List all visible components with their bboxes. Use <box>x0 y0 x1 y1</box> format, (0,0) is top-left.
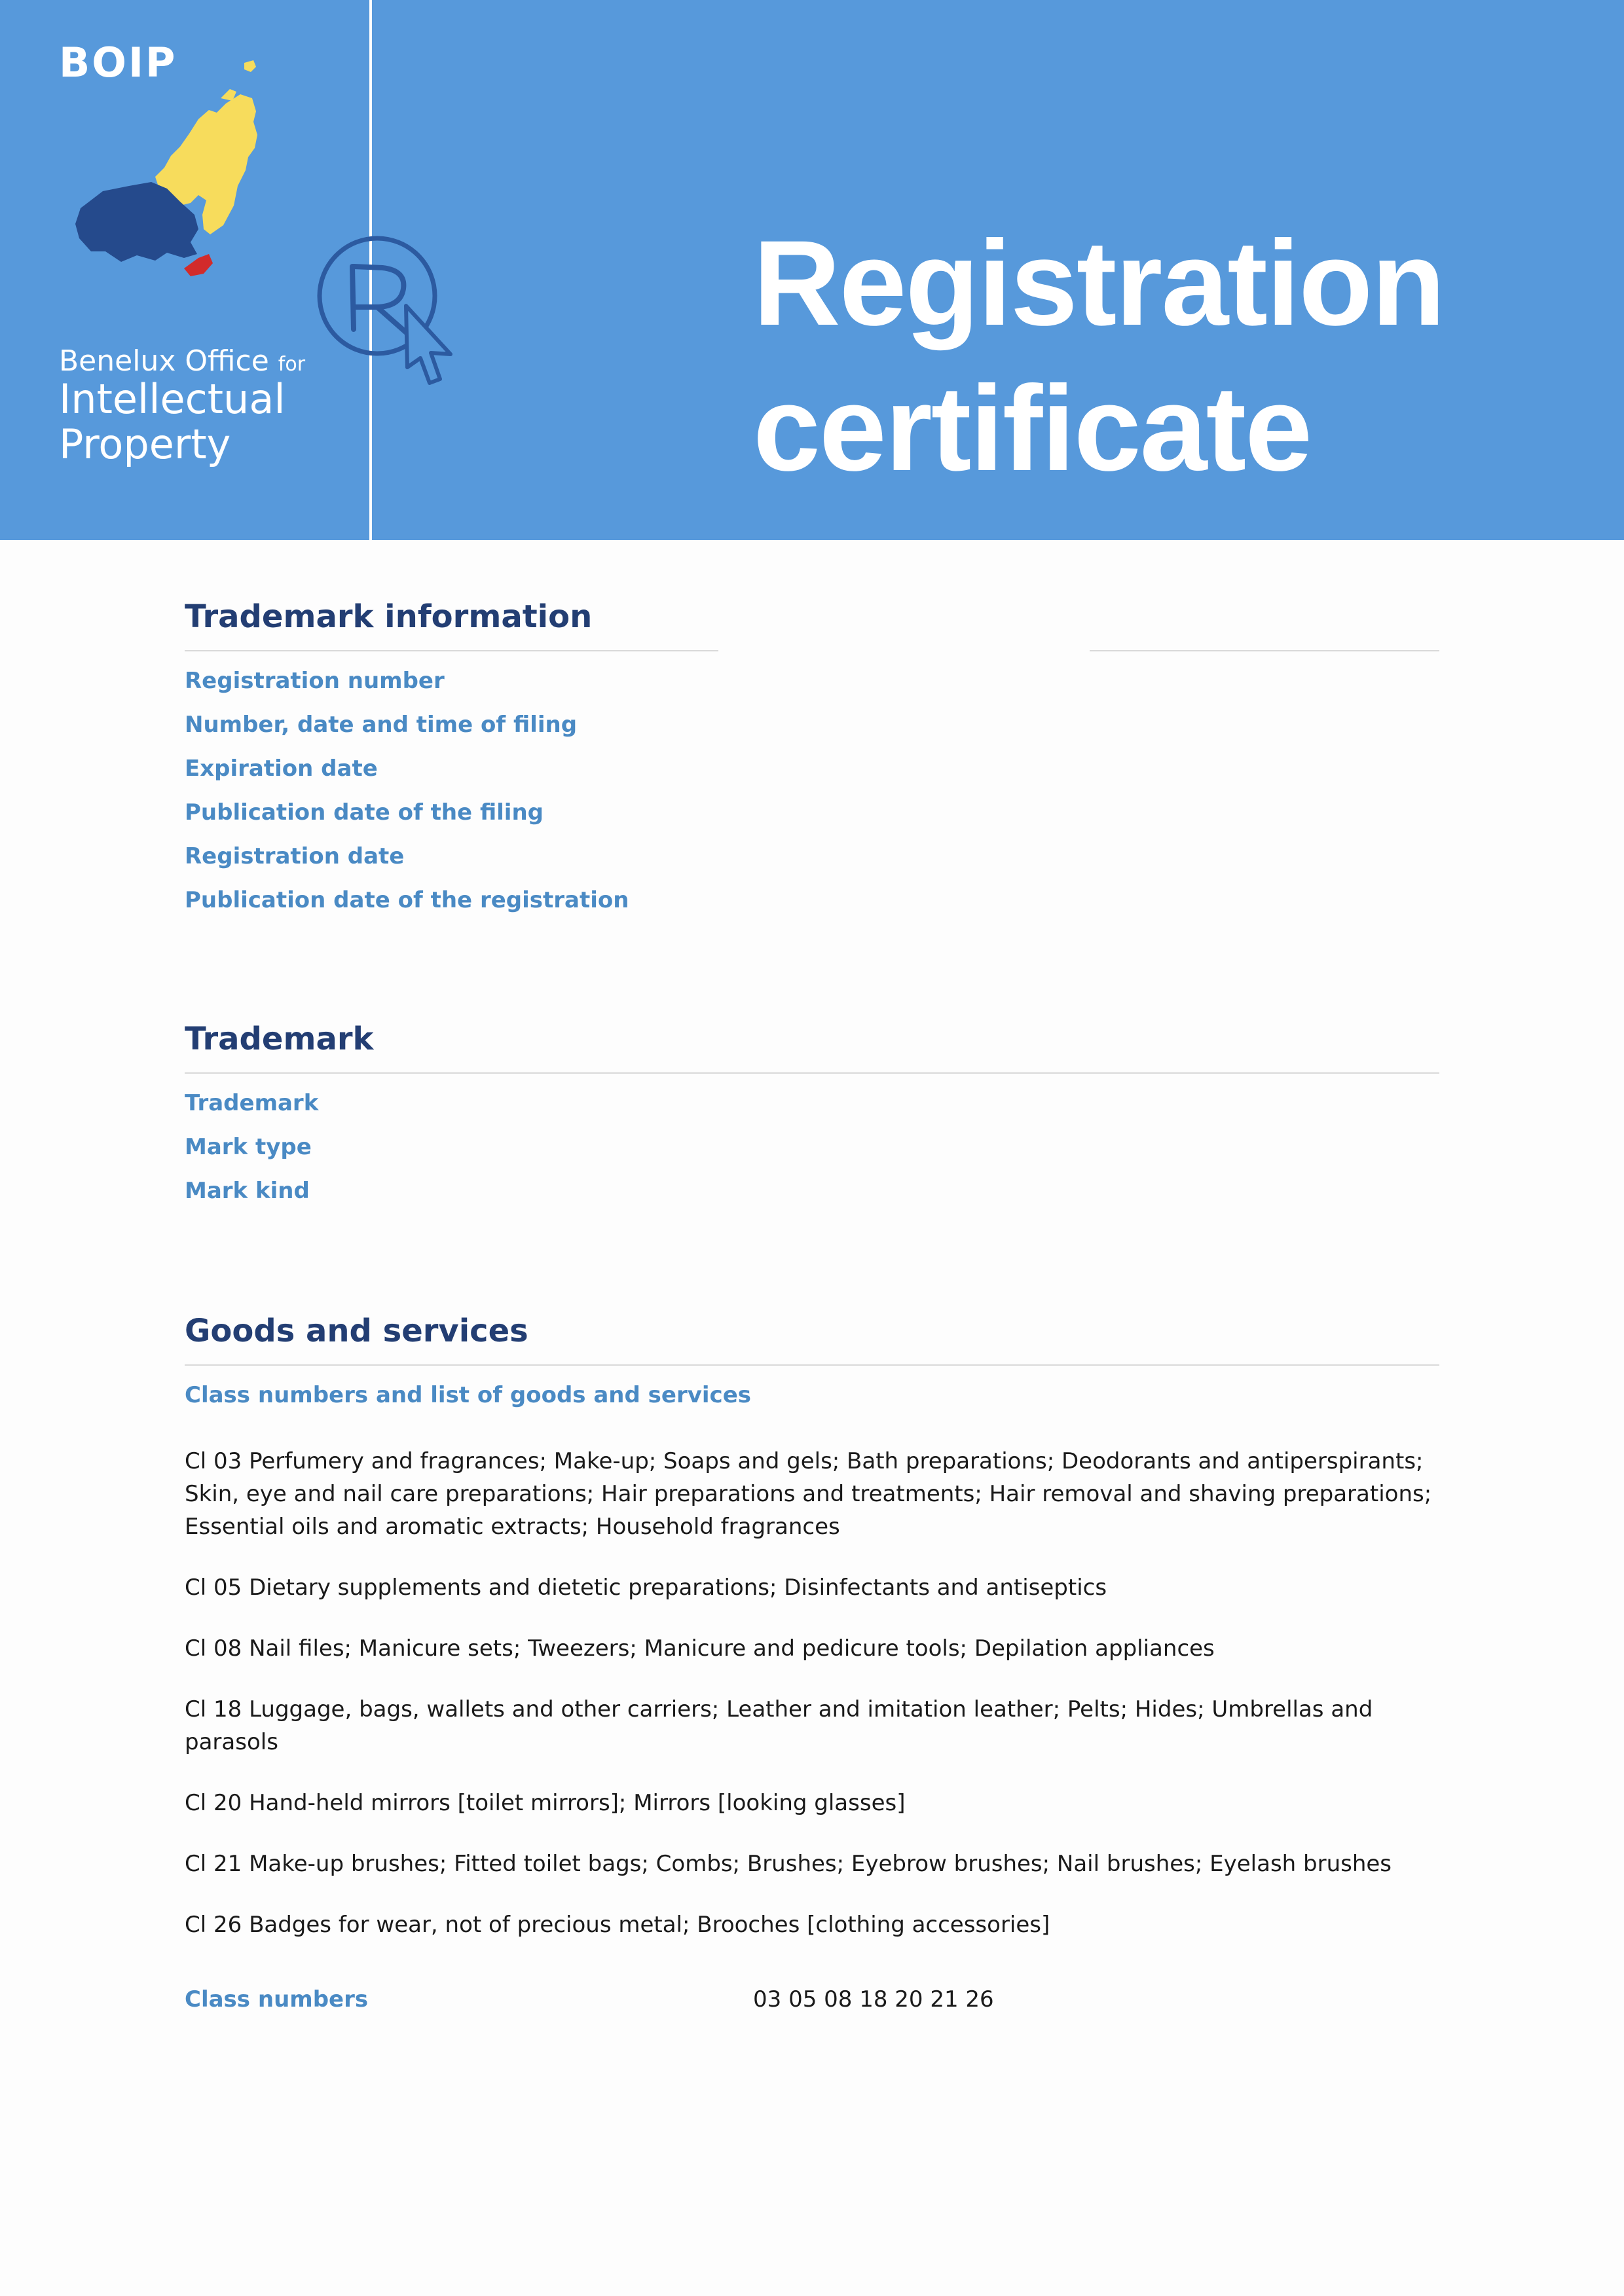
class-item: Cl 08 Nail files; Manicure sets; Tweezers; Manicure and pedicure tools; Depilation appliances <box>185 1635 1215 1662</box>
trademark-information-title: Trademark information <box>185 598 593 635</box>
divider-full <box>185 1364 1439 1366</box>
class-numbers-label: Class numbers <box>185 1986 369 2013</box>
field-registration-publication-date: Publication date of the registration <box>185 887 629 913</box>
office-name-line3: Property <box>59 420 231 468</box>
divider-left <box>185 650 718 651</box>
field-expiration-date: Expiration date <box>185 756 378 782</box>
benelux-map-icon <box>69 58 278 287</box>
goods-and-services-section <box>185 1307 1439 2022</box>
logo-wordmark-end: IP <box>128 39 177 86</box>
class-item: Cl 26 Badges for wear, not of precious metal; Brooches [clothing accessories] <box>185 1912 1050 1938</box>
section-divider <box>185 650 1439 653</box>
field-mark-type: Mark type <box>185 1134 312 1160</box>
trademark-information-section <box>185 592 1439 922</box>
divider-full <box>185 1072 1439 1074</box>
trademark-title: Trademark <box>185 1021 374 1057</box>
office-name-line1 <box>59 346 305 377</box>
document-title-line1: Registration <box>753 216 1445 351</box>
office-name-line2: Intellectual <box>59 375 286 424</box>
class-item: Cl 03 Perfumery and fragrances; Make-up; Soaps and gels; Bath preparations; Deodorants and antiperspirants; Skin, eye and nail care preparations; Hair preparations and treatments; Hair removal and shaving preparations; Essential oils and aromatic extracts; Household fragrances <box>185 1448 1432 1540</box>
class-item: Cl 21 Make-up brushes; Fitted toilet bags; Combs; Brushes; Eyebrow brushes; Nail brushes; Eyelash brushes <box>185 1851 1392 1877</box>
header-banner <box>0 0 1624 540</box>
document-title <box>753 211 1444 501</box>
divider-right <box>1090 650 1439 651</box>
section-divider <box>185 1072 1439 1075</box>
field-filing-number-date-time: Number, date and time of filing <box>185 712 578 738</box>
field-registration-date: Registration date <box>185 843 405 869</box>
field-class-list: Class numbers and list of goods and services <box>185 1382 752 1408</box>
office-name <box>59 346 305 467</box>
class-numbers-value: 03 05 08 18 20 21 26 <box>753 1986 994 2013</box>
class-list <box>185 1445 1439 1941</box>
logo-wordmark-start: BO <box>59 39 128 86</box>
registered-trademark-icon <box>314 232 458 390</box>
class-item: Cl 20 Hand-held mirrors [toilet mirrors]; Mirrors [looking glasses] <box>185 1790 906 1816</box>
field-filing-publication-date: Publication date of the filing <box>185 799 544 826</box>
office-name-for: for <box>278 353 306 376</box>
goods-and-services-list-header <box>185 1374 1439 1417</box>
class-item: Cl 05 Dietary supplements and dietetic preparations; Disinfectants and antiseptics <box>185 1575 1107 1601</box>
document-title-line2: certificate <box>753 361 1312 496</box>
trademark-section <box>185 1015 1439 1213</box>
class-item: Cl 18 Luggage, bags, wallets and other carriers; Leather and imitation leather; Pelts; Hides; Umbrellas and parasols <box>185 1696 1373 1755</box>
trademark-fields <box>185 1082 1439 1213</box>
goods-and-services-title: Goods and services <box>185 1313 528 1349</box>
field-mark-kind: Mark kind <box>185 1178 310 1204</box>
office-name-benelux: Benelux Office <box>59 344 269 378</box>
trademark-information-fields <box>185 659 1439 922</box>
field-trademark: Trademark <box>185 1090 319 1116</box>
section-divider <box>185 1364 1439 1367</box>
class-numbers-row <box>185 1978 1439 2022</box>
field-registration-number: Registration number <box>185 668 445 694</box>
